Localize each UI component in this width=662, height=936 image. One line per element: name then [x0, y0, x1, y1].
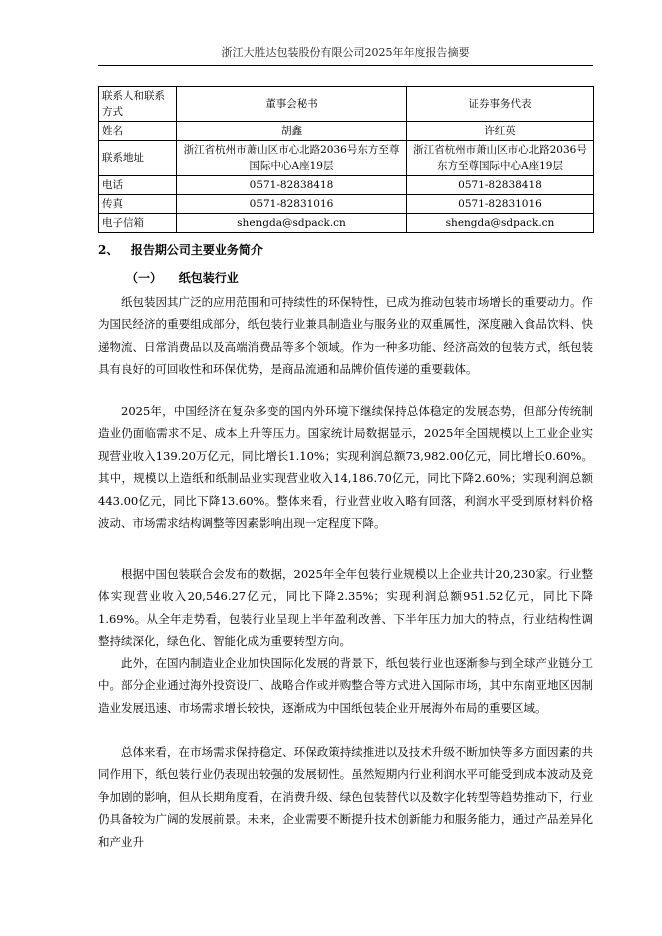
secretary-fax: 0571-82831016	[177, 195, 407, 214]
header-cell-secretary: 董事会秘书	[177, 87, 407, 122]
subsection-title-text: 纸包装行业	[178, 271, 239, 285]
row-label: 传真	[99, 195, 177, 214]
row-label: 姓名	[99, 122, 177, 141]
section-title-text: 报告期公司主要业务简介	[130, 243, 263, 257]
table-row	[99, 214, 594, 233]
paragraph-industry-data: 根据中国包装联合会发布的数据，2025年全年包装行业规模以上企业共计20,230家。行业整体实现营业收入20,546.27亿元，同比下降2.35%；实现利润总额951.52亿元，同比下降1.69%。从全年走势看，包装行业呈现上半年盈利改善、下半年压力加大的特点，行业结构性调整持续深化，绿色化、智能化成为重要转型方向。	[98, 567, 594, 649]
rep-phone: 0571-82838418	[407, 176, 594, 195]
header-cell-contact: 联系人和联系方式	[99, 87, 177, 122]
paragraph-intro: 纸包装因其广泛的应用范围和可持续性的环保特性，已成为推动包装市场增长的重要动力。作为国民经济的重要组成部分，纸包装行业兼具制造业与服务业的双重属性，深度融入食品饮料、快递物流、日常消费品以及高端消费品等多个领域。作为一种多功能、经济高效的包装方式，纸包装具有良好的可回收性和环保优势，是商品流通和品牌价值传递的重要载体。	[98, 295, 593, 377]
table-row	[99, 122, 594, 141]
paragraph-outlook: 总体来看，在市场需求保持稳定、环保政策持续推进以及技术升级不断加快等多方面因素的共同作用下，纸包装行业仍表现出较强的发展韧性。虽然短期内行业利润水平可能受到成本波动及竞争加剧的影响，但从长期角度看，在消费升级、绿色包装替代以及数字化转型等趋势推动下，行业仍具备较为广阔的发展前景。未来，企业需要不断提升技术创新能力和服务能力，通过产品差异化和产业升	[98, 745, 593, 849]
page-header: 浙江大胜达包装股份有限公司2025年年度报告摘要	[98, 44, 593, 66]
rep-email: shengda@sdpack.cn	[407, 214, 594, 233]
subsection-title	[126, 269, 239, 286]
paragraph-economy: 2025年，中国经济在复杂多变的国内外环境下继续保持总体稳定的发展态势，但部分传统制造业仍面临需求不足、成本上升等压力。国家统计局数据显示，2025年全国规模以上工业企业实现营业收入139.20万亿元，同比增长1.10%；实现利润总额73,982.00亿元，同比增长0.60%。其中，规模以上造纸和纸制品业实现营业收入14,186.70亿元，同比下降2.60%；实现利润总额443.00亿元，同比下降13.60%。整体来看，行业营业收入略有回落，利润水平受到原材料价格波动、市场需求结构调整等因素影响出现一定程度下降。	[98, 404, 593, 531]
secretary-address: 浙江省杭州市萧山区市心北路2036号东方至尊国际中心A座19层	[177, 141, 407, 176]
contact-table	[98, 86, 594, 233]
secretary-email: shengda@sdpack.cn	[177, 214, 407, 233]
rep-address: 浙江省杭州市萧山区市心北路2036号东方至尊国际中心A座19层	[407, 141, 594, 176]
paragraph-international: 此外，在国内制造业企业加快国际化发展的背景下，纸包装行业也逐渐参与到全球产业链分工中。部分企业通过海外投资设厂、战略合作或并购整合等方式进入国际市场，其中东南亚地区因制造业发展迅速、市场需求增长较快，逐渐成为中国纸包装企业开展海外布局的重要区域。	[98, 656, 593, 715]
row-label: 电子信箱	[99, 214, 177, 233]
rep-fax: 0571-82831016	[407, 195, 594, 214]
section-title	[98, 241, 263, 258]
row-label: 电话	[99, 176, 177, 195]
table-row	[99, 141, 594, 176]
secretary-phone: 0571-82838418	[177, 176, 407, 195]
section-number: 2、	[98, 243, 119, 257]
rep-name: 许红英	[407, 122, 594, 141]
subsection-number: （一）	[126, 271, 163, 285]
table-header-row	[99, 87, 594, 122]
header-cell-rep: 证券事务代表	[407, 87, 594, 122]
table-row	[99, 176, 594, 195]
row-label: 联系地址	[99, 141, 177, 176]
table-row	[99, 195, 594, 214]
secretary-name: 胡鑫	[177, 122, 407, 141]
